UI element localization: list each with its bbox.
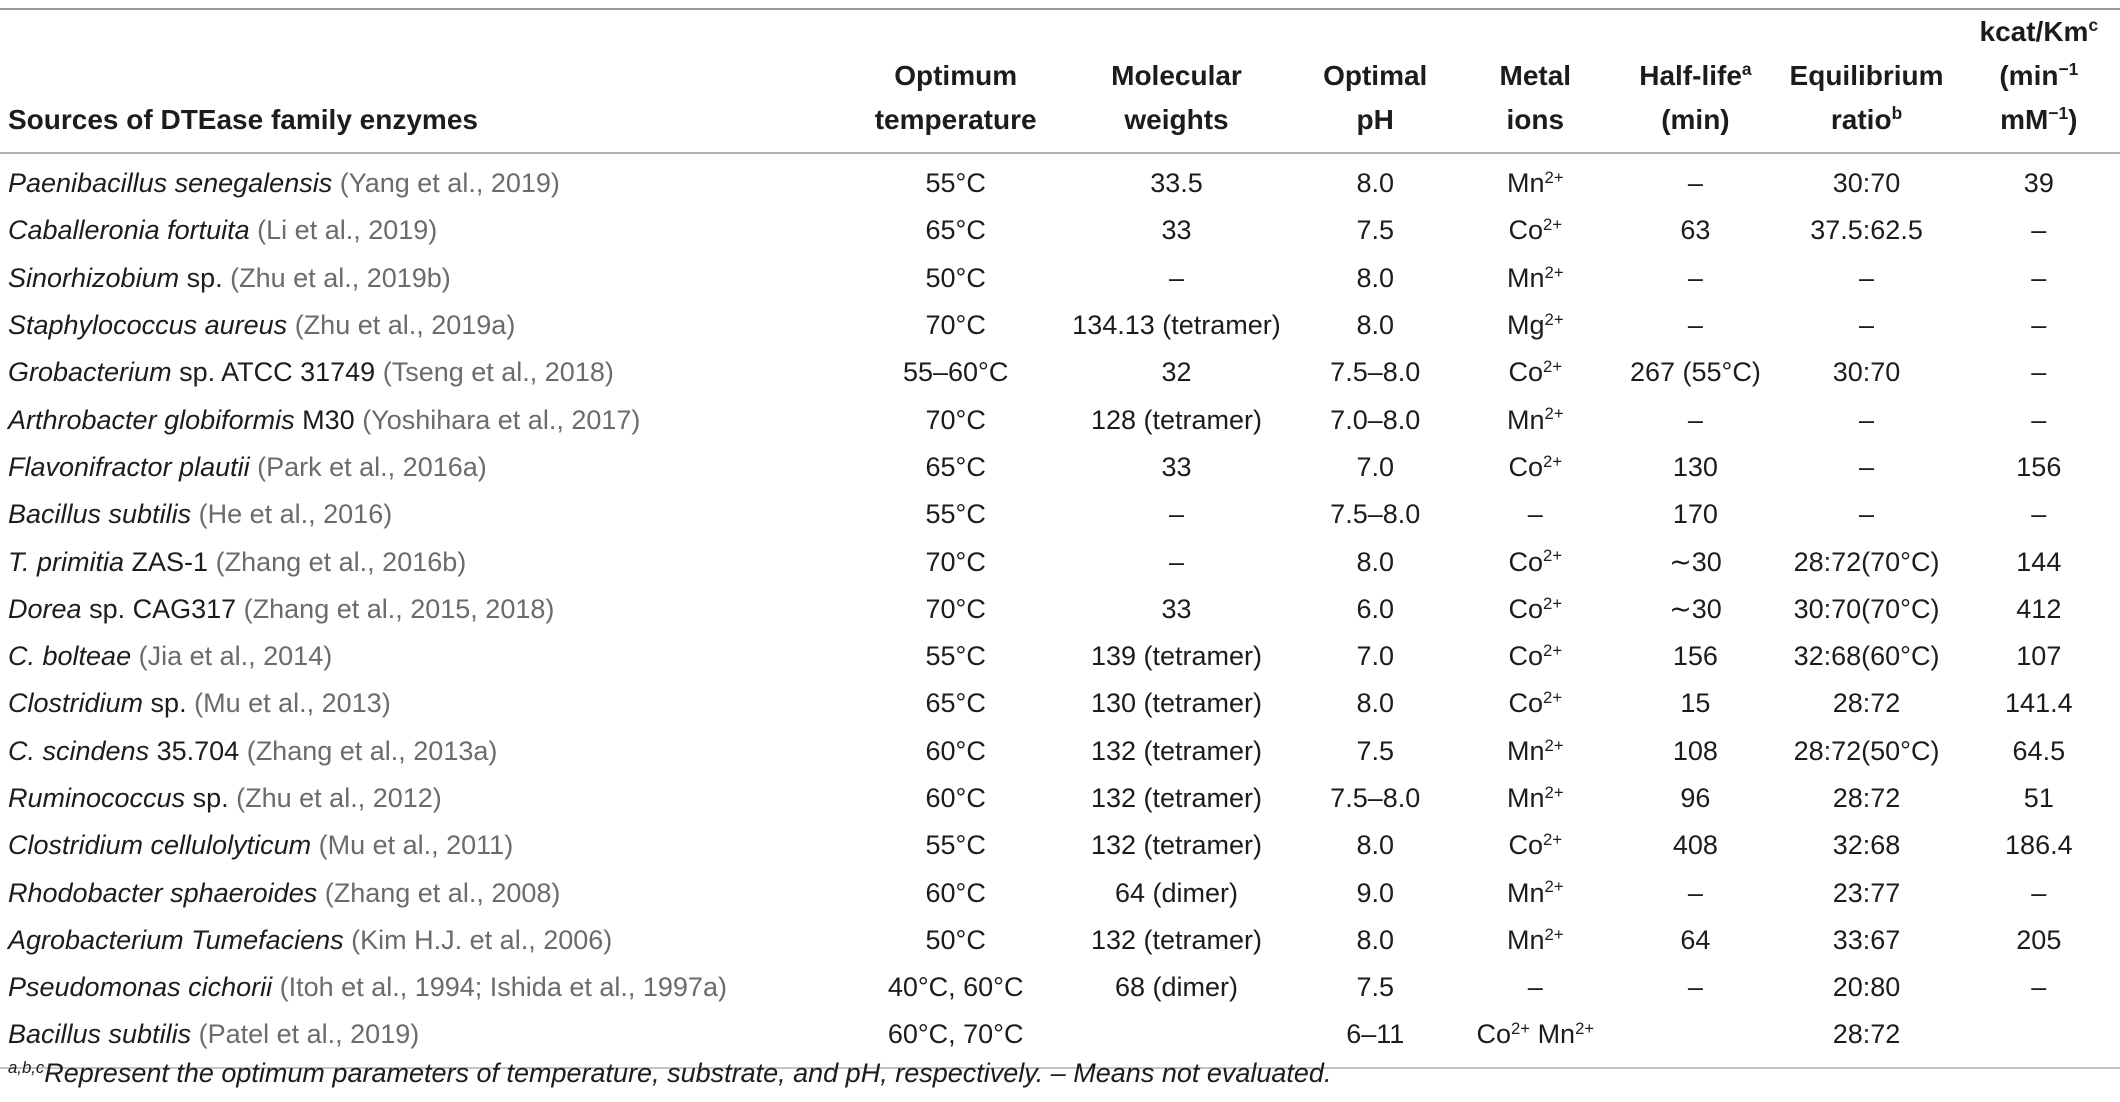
species-name: Bacillus subtilis (8, 1019, 192, 1050)
table-row (0, 680, 2120, 727)
cell-source (0, 822, 854, 869)
col-header-molecular-weights: Molecular weights (1111, 60, 1242, 135)
col-header-temperature: Optimum temperature (874, 60, 1037, 135)
cell-half-life: – (1687, 972, 1703, 1003)
cell-kcat-km: 186.4 (2005, 830, 2073, 861)
cell-source (0, 633, 854, 680)
table-row (0, 917, 2120, 964)
species-name: Ruminococcus (8, 783, 186, 813)
cell-kcat-km: – (2031, 972, 2047, 1003)
species-name: Flavonifractor plautii (8, 451, 250, 482)
reference: (Mu et al., 2013) (194, 688, 391, 719)
col-header-ph: Optimal pH (1323, 60, 1428, 135)
cell-ph: 7.0 (1356, 641, 1394, 672)
cell-metal-ions: $Co^{2+}$ (1508, 546, 1563, 577)
cell-metal-ions: $Mn^{2+}$ (1507, 404, 1564, 435)
cell-source (0, 917, 854, 964)
cell-equilibrium-ratio: – (1859, 262, 1875, 293)
enzyme-table (0, 8, 2120, 1069)
reference: (Park et al., 2016a) (257, 451, 487, 482)
cell-equilibrium-ratio: 28:72 (1832, 783, 1901, 813)
col-header-metal-ions: Metal ions (1499, 60, 1572, 135)
cell-molecular-weight: 33 (1161, 451, 1192, 482)
reference: (He et al., 2016) (198, 499, 393, 530)
cell-half-life: ∼30 (1669, 546, 1722, 577)
cell-kcat-km: 39 (2023, 168, 2054, 199)
cell-molecular-weight: 33 (1161, 215, 1192, 246)
cell-metal-ions: $Co^{2+}$ (1508, 640, 1563, 672)
cell-kcat-km: 412 (2016, 593, 2062, 624)
cell-metal-ions: $Mn^{2+}$ (1507, 167, 1564, 199)
cell-source (0, 302, 854, 349)
reference: (Zhu et al., 2012) (236, 783, 442, 813)
species-name: Grobacterium (8, 357, 172, 388)
cell-half-life (1615, 1011, 1775, 1067)
cell-molecular-weight: 132 (tetramer) (1090, 783, 1262, 813)
species-name: Clostridium (8, 688, 144, 719)
cell-source (0, 964, 854, 1011)
cell-temperature: 50°C (925, 262, 986, 293)
cell-kcat-km: 156 (2016, 451, 2062, 482)
col-header-source: Sources of DTEase family enzymes (8, 104, 478, 135)
cell-temperature: 70°C (925, 546, 986, 577)
cell-kcat-km: 205 (2016, 924, 2062, 955)
cell-temperature: 60°C (925, 735, 986, 766)
cell-equilibrium-ratio: 33:67 (1832, 924, 1901, 955)
cell-equilibrium-ratio: 28:72 (1832, 1019, 1901, 1050)
cell-temperature: 65°C (925, 215, 986, 246)
cell-ph: 7.5 (1356, 735, 1394, 766)
cell-temperature: 55–60°C (902, 357, 1009, 388)
species-suffix: sp. (150, 688, 187, 719)
cell-molecular-weight: 132 (tetramer) (1090, 735, 1262, 766)
reference: (Zhang et al., 2015, 2018) (243, 593, 555, 624)
cell-source (0, 349, 854, 396)
cell-temperature: 60°C, 70°C (887, 1019, 1024, 1050)
cell-molecular-weight: – (1168, 499, 1184, 530)
species-suffix: ZAS-1 (131, 546, 209, 577)
cell-metal-ions: $Co^{2+}$ (1508, 451, 1563, 482)
cell-metal-ions: $Co^{2+}$ (1508, 830, 1563, 861)
reference: (Yang et al., 2019) (339, 168, 560, 199)
table-body (0, 153, 2120, 1068)
cell-metal-ions: $Co^{2+}$ (1508, 215, 1563, 246)
cell-molecular-weight: 68 (dimer) (1114, 972, 1238, 1003)
species-name: Staphylococcus aureus (8, 310, 288, 341)
cell-kcat-km: 141.4 (2005, 688, 2073, 719)
species-name: Caballeronia fortuita (8, 215, 250, 246)
species-name: Pseudomonas cichorii (8, 972, 273, 1003)
cell-source (0, 255, 854, 302)
cell-equilibrium-ratio: – (1859, 310, 1875, 341)
cell-ph: 8.0 (1356, 688, 1394, 719)
cell-molecular-weight: 32 (1161, 357, 1192, 388)
cell-equilibrium-ratio: 30:70(70°C) (1793, 593, 1940, 624)
cell-equilibrium-ratio: 20:80 (1832, 972, 1901, 1003)
col-header-half-life: Half-life$^a$ (min) (1639, 59, 1752, 135)
reference: (Zhang et al., 2008) (324, 877, 561, 908)
cell-temperature: 50°C (925, 924, 986, 955)
table-row (0, 538, 2120, 585)
cell-metal-ions: $Co^{2+}$ (1508, 593, 1563, 624)
footnote-text: Represent the optimum parameters of temperature, substrate, and pH, respectively. – Means not evaluated. (44, 1058, 1332, 1088)
cell-kcat-km: – (2031, 357, 2047, 388)
cell-temperature: 40°C, 60°C (887, 972, 1024, 1003)
species-name: Sinorhizobium (8, 262, 180, 293)
table-footnote (8, 1058, 1331, 1089)
cell-half-life: 108 (1672, 735, 1718, 766)
cell-molecular-weight: 130 (tetramer) (1090, 688, 1262, 719)
reference: (Zhu et al., 2019b) (230, 262, 451, 293)
species-suffix: sp. ATCC 31749 (179, 357, 376, 388)
cell-molecular-weight: 64 (dimer) (1114, 877, 1238, 908)
table-row (0, 728, 2120, 775)
cell-source (0, 680, 854, 727)
cell-ph: 7.5–8.0 (1330, 783, 1421, 813)
cell-molecular-weight: 128 (tetramer) (1090, 404, 1262, 435)
cell-metal-ions: $Mn^{2+}$ (1507, 262, 1564, 293)
footnote-marks: a,b,c (8, 1057, 45, 1077)
reference: (Patel et al., 2019) (198, 1019, 420, 1050)
cell-temperature: 65°C (925, 451, 986, 482)
cell-ph: 8.0 (1356, 924, 1394, 955)
cell-equilibrium-ratio: 28:72(70°C) (1793, 546, 1940, 577)
cell-kcat-km: – (2031, 404, 2047, 435)
cell-temperature: 60°C (925, 783, 986, 813)
cell-metal-ions: $Mn^{2+}$ (1507, 877, 1564, 908)
cell-equilibrium-ratio: 30:70 (1832, 168, 1901, 199)
cell-source (0, 444, 854, 491)
species-name: T. primitia (8, 546, 125, 577)
cell-half-life: 408 (1672, 830, 1718, 861)
species-name: Agrobacterium Tumefaciens (8, 924, 344, 955)
cell-kcat-km: 51 (2023, 783, 2054, 813)
cell-source (0, 153, 854, 207)
cell-equilibrium-ratio: 30:70 (1832, 357, 1901, 388)
species-name: Dorea (8, 593, 82, 624)
cell-molecular-weight: 132 (tetramer) (1090, 924, 1262, 955)
cell-ph: 6.0 (1356, 593, 1394, 624)
cell-equilibrium-ratio: 23:77 (1832, 877, 1901, 908)
species-suffix: 35.704 (156, 735, 240, 766)
cell-source (0, 491, 854, 538)
cell-half-life: – (1687, 310, 1703, 341)
cell-ph: 8.0 (1356, 310, 1394, 341)
cell-ph: 7.5 (1356, 972, 1394, 1003)
cell-half-life: – (1687, 877, 1703, 908)
cell-molecular-weight: 33.5 (1150, 168, 1203, 199)
reference: (Jia et al., 2014) (138, 641, 333, 672)
cell-source (0, 869, 854, 916)
cell-metal-ions: – (1527, 972, 1543, 1003)
cell-half-life: 267 (55°C) (1629, 357, 1761, 388)
cell-source (0, 775, 854, 822)
cell-half-life: ∼30 (1669, 593, 1722, 624)
cell-ph: 9.0 (1356, 877, 1394, 908)
table-row (0, 775, 2120, 822)
species-name: C. bolteae (8, 641, 132, 672)
reference: (Li et al., 2019) (257, 215, 438, 246)
reference: (Itoh et al., 1994; Ishida et al., 1997a) (279, 972, 727, 1003)
reference: (Zhang et al., 2016b) (215, 546, 467, 577)
cell-temperature: 70°C (925, 404, 986, 435)
cell-metal-ions: $Mn^{2+}$ (1507, 924, 1564, 955)
table-row (0, 444, 2120, 491)
table-row (0, 153, 2120, 207)
species-suffix: sp. (186, 262, 223, 293)
cell-equilibrium-ratio: – (1859, 451, 1875, 482)
cell-molecular-weight: 139 (tetramer) (1090, 641, 1262, 672)
cell-half-life: 130 (1672, 451, 1718, 482)
cell-source (0, 586, 854, 633)
cell-equilibrium-ratio: – (1859, 404, 1875, 435)
cell-equilibrium-ratio: 37.5:62.5 (1810, 215, 1923, 246)
cell-kcat-km: – (2031, 310, 2047, 341)
cell-equilibrium-ratio: 28:72 (1832, 688, 1901, 719)
cell-half-life: 96 (1680, 783, 1711, 813)
table-row (0, 633, 2120, 680)
cell-temperature: 55°C (925, 499, 986, 530)
cell-half-life: 63 (1680, 215, 1711, 246)
cell-ph: 8.0 (1356, 262, 1394, 293)
cell-temperature: 65°C (925, 688, 986, 719)
cell-half-life: – (1687, 168, 1703, 199)
species-suffix: sp. (192, 783, 229, 813)
cell-ph: 7.5–8.0 (1330, 499, 1421, 530)
table-row (0, 396, 2120, 443)
cell-temperature: 70°C (925, 310, 986, 341)
species-suffix: sp. CAG317 (89, 593, 237, 624)
table-row (0, 255, 2120, 302)
cell-metal-ions: $Mg^{2+}$ (1507, 309, 1564, 341)
cell-equilibrium-ratio: 28:72(50°C) (1793, 735, 1940, 766)
cell-temperature: 70°C (925, 593, 986, 624)
reference: (Mu et al., 2011) (318, 830, 514, 861)
cell-ph: 7.0–8.0 (1330, 404, 1421, 435)
species-name: C. scindens (8, 735, 150, 766)
cell-metal-ions: $Mn^{2+}$ (1507, 735, 1564, 766)
cell-temperature: 55°C (925, 641, 986, 672)
cell-source (0, 728, 854, 775)
reference: (Zhang et al., 2013a) (246, 735, 498, 766)
cell-metal-ions: $Co^{2+}$ (1508, 688, 1563, 719)
table-row (0, 586, 2120, 633)
cell-metal-ions: $Co^{2+}$ (1508, 357, 1563, 388)
reference: (Zhu et al., 2019a) (294, 310, 516, 341)
cell-half-life: – (1687, 404, 1703, 435)
table-row (0, 869, 2120, 916)
cell-ph: 8.0 (1356, 546, 1394, 577)
cell-half-life: 170 (1672, 499, 1718, 530)
species-name: Arthrobacter globiformis (8, 404, 295, 435)
cell-molecular-weight: – (1168, 262, 1184, 293)
cell-kcat-km (1958, 1011, 2120, 1067)
cell-molecular-weight: – (1168, 546, 1184, 577)
cell-molecular-weight: 132 (tetramer) (1090, 830, 1262, 861)
col-header-kcat-km: kcat/Km$^c$ ($\min^{-1}$ $mM^{-1}$) (1979, 15, 2099, 135)
cell-ph: 7.0 (1356, 451, 1394, 482)
cell-ph: 7.5 (1356, 215, 1394, 246)
cell-ph: 7.5–8.0 (1330, 357, 1421, 388)
table-row (0, 822, 2120, 869)
reference: (Kim H.J. et al., 2006) (351, 924, 613, 955)
table-row (0, 349, 2120, 396)
cell-ph: 8.0 (1356, 830, 1394, 861)
reference: (Yoshihara et al., 2017) (362, 404, 641, 435)
table-row (0, 302, 2120, 349)
cell-equilibrium-ratio: 32:68(60°C) (1793, 641, 1940, 672)
cell-ph: 6–11 (1346, 1019, 1405, 1050)
cell-metal-ions: $Co^{2+}$ $Mn^{2+}$ (1476, 1019, 1595, 1050)
cell-kcat-km: 144 (2016, 546, 2062, 577)
cell-metal-ions: $Mn^{2+}$ (1507, 782, 1564, 813)
species-suffix: M30 (302, 404, 355, 435)
cell-kcat-km: 64.5 (2012, 735, 2066, 766)
cell-metal-ions: – (1527, 499, 1543, 530)
reference: (Tseng et al., 2018) (382, 357, 614, 388)
cell-temperature: 55°C (925, 830, 986, 861)
cell-source (0, 207, 854, 254)
cell-half-life: – (1687, 262, 1703, 293)
cell-temperature: 60°C (925, 877, 986, 908)
species-name: Paenibacillus senegalensis (8, 168, 333, 199)
cell-molecular-weight: 134.13 (tetramer) (1072, 310, 1281, 341)
cell-half-life: 15 (1680, 688, 1711, 719)
cell-kcat-km: – (2031, 877, 2047, 908)
table-row (0, 491, 2120, 538)
species-name: Bacillus subtilis (8, 499, 192, 530)
species-name: Clostridium cellulolyticum (8, 830, 312, 861)
cell-kcat-km: – (2031, 262, 2047, 293)
col-header-equilibrium-ratio: Equilibrium ratio$^b$ (1789, 60, 1944, 135)
cell-molecular-weight: 33 (1161, 593, 1192, 624)
cell-equilibrium-ratio: 32:68 (1832, 830, 1901, 861)
cell-source (0, 538, 854, 585)
table-row (0, 964, 2120, 1011)
cell-half-life: 156 (1672, 641, 1718, 672)
header-row (0, 9, 2120, 153)
cell-temperature: 55°C (925, 168, 986, 199)
cell-kcat-km: – (2031, 215, 2047, 246)
cell-kcat-km: 107 (2016, 641, 2062, 672)
cell-ph: 8.0 (1356, 168, 1394, 199)
cell-source (0, 396, 854, 443)
cell-kcat-km: – (2031, 499, 2047, 530)
table-row (0, 207, 2120, 254)
cell-half-life: 64 (1680, 924, 1711, 955)
species-name: Rhodobacter sphaeroides (8, 877, 318, 908)
cell-equilibrium-ratio: – (1859, 499, 1875, 530)
